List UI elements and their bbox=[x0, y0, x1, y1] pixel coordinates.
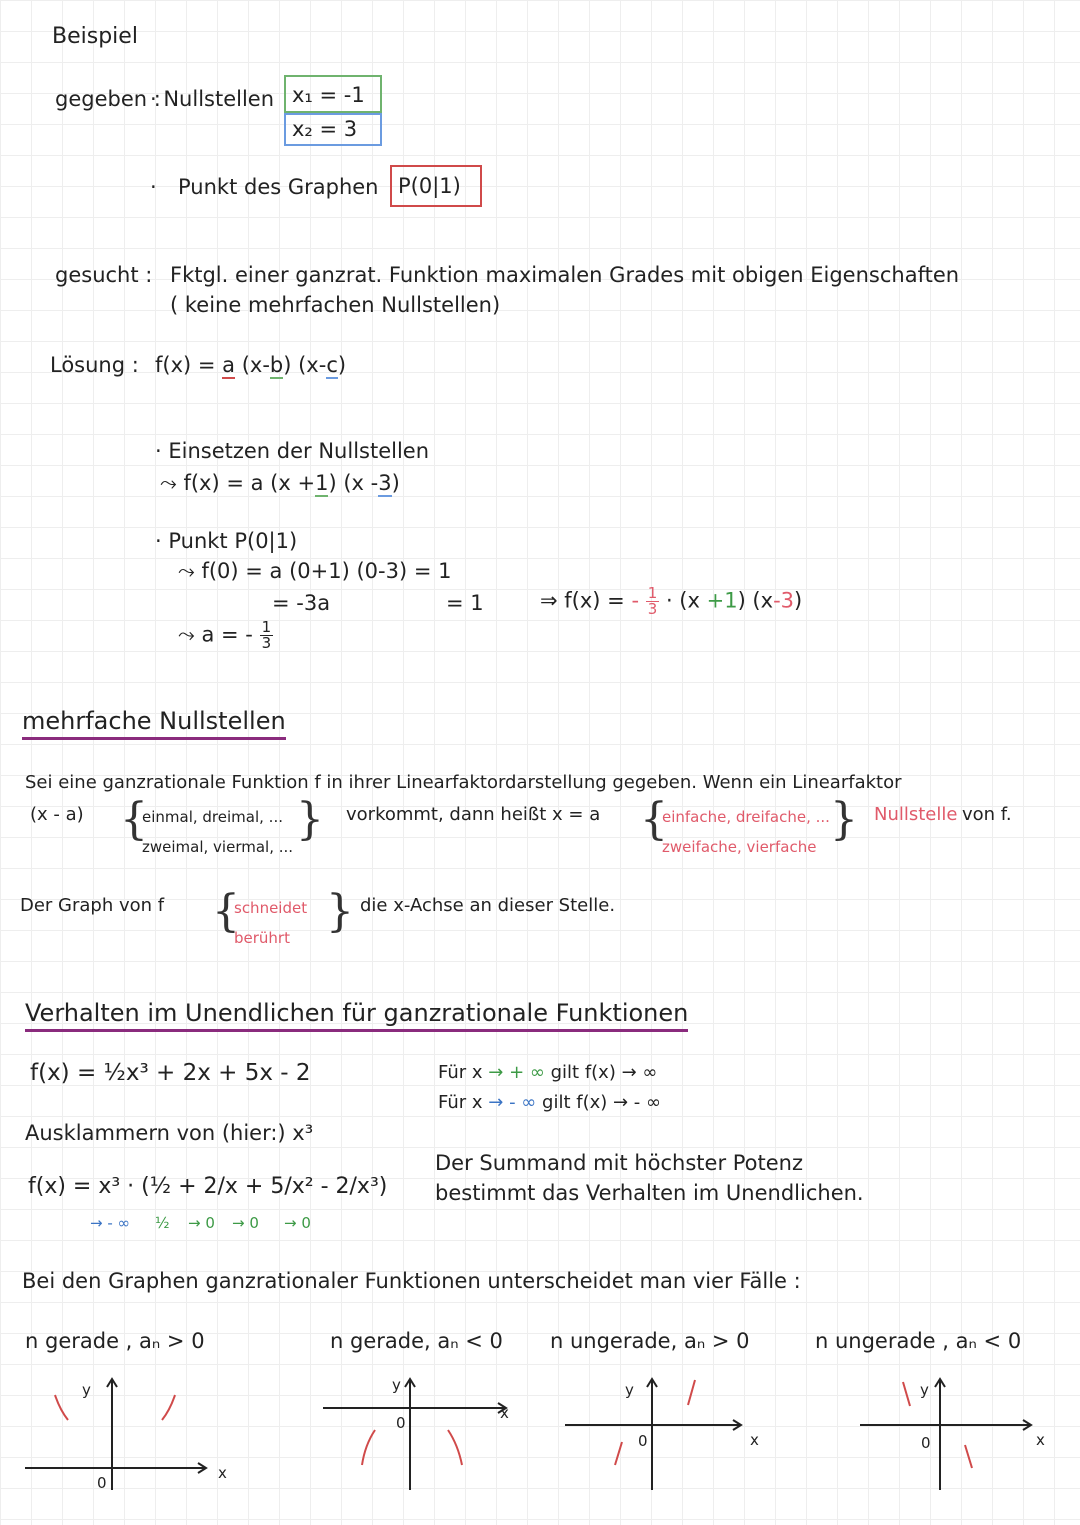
graph1-y: y bbox=[82, 1381, 91, 1399]
step2-line2: = -3a bbox=[272, 591, 331, 615]
roots-label: · Nullstellen bbox=[150, 87, 275, 111]
root-of: Nullstelle bbox=[874, 804, 958, 825]
point: P(0|1) bbox=[398, 174, 461, 198]
solution-formula: f(x) = a (x-b) (x-c) bbox=[155, 353, 347, 377]
result-formula: ⇒ f(x) = - $\frac{1}{3}$ · (x +1) (x-3) bbox=[540, 584, 803, 618]
graph-prefix: Der Graph von f bbox=[20, 895, 165, 916]
step2-title: · Punkt P(0|1) bbox=[155, 529, 298, 553]
brace-open-1: { bbox=[120, 794, 148, 845]
graph1-x: x bbox=[218, 1464, 227, 1482]
brace-close-3: } bbox=[326, 886, 354, 937]
case-label-2: n gerade, aₙ < 0 bbox=[330, 1329, 503, 1353]
root1: x₁ = -1 bbox=[292, 83, 365, 107]
graph-suffix: die x-Achse an dieser Stelle. bbox=[360, 895, 616, 916]
graph-case-2 bbox=[320, 1370, 520, 1495]
sought-label: gesucht : bbox=[55, 263, 153, 287]
root-odd: einfache, dreifache, ... bbox=[662, 808, 830, 826]
brace-close-2: } bbox=[830, 794, 858, 845]
sought-line2: ( keine mehrfachen Nullstellen) bbox=[170, 293, 501, 317]
factor-out: Ausklammern von (hier:) x³ bbox=[25, 1121, 314, 1145]
example-function: f(x) = ½x³ + 2x + 5x - 2 bbox=[30, 1060, 311, 1086]
graph-case-1 bbox=[20, 1370, 240, 1495]
point-dot: · bbox=[150, 175, 157, 199]
solution-label: Lösung : bbox=[50, 353, 139, 377]
brace-close-1: } bbox=[296, 794, 324, 845]
factored-function: f(x) = x³ · (½ + 2/x + 5/x² - 2/x³) bbox=[28, 1174, 388, 1199]
graph4-x: x bbox=[1036, 1431, 1045, 1449]
step2-line1: ⤳ f(0) = a (0+1) (0-3) = 1 bbox=[178, 559, 452, 583]
step1-title: · Einsetzen der Nullstellen bbox=[155, 439, 430, 463]
case-label-4: n ungerade , aₙ < 0 bbox=[815, 1329, 1022, 1353]
times-odd: einmal, dreimal, ... bbox=[142, 808, 283, 826]
step2-line3: ⤳ a = - $\frac{1}{3}$ bbox=[178, 618, 272, 652]
sought-line1: Fktgl. einer ganzrat. Funktion maximalen Grades mit obigen Eigenschaften bbox=[170, 263, 960, 287]
case-plus-infinity: Für x → + ∞ gilt f(x) → ∞ bbox=[438, 1062, 658, 1083]
page-title: Beispiel bbox=[52, 24, 138, 49]
rule-line1: Der Summand mit höchster Potenz bbox=[435, 1151, 804, 1175]
multiple-roots-sentence: Sei eine ganzrationale Funktion f in ihrer Linearfaktordarstellung gegeben. Wenn ein Linearfaktor bbox=[25, 772, 902, 793]
times-even: zweimal, viermal, ... bbox=[142, 838, 294, 856]
touches: berührt bbox=[234, 929, 290, 947]
graph1-o: 0 bbox=[97, 1474, 107, 1492]
graph-case-3 bbox=[560, 1370, 770, 1495]
rule-line2: bestimmt das Verhalten im Unendlichen. bbox=[435, 1181, 864, 1205]
graph4-y: y bbox=[920, 1381, 929, 1399]
graph4-o: 0 bbox=[921, 1434, 931, 1452]
brace-open-2: { bbox=[640, 794, 668, 845]
step2-line2-rhs: = 1 bbox=[446, 591, 484, 615]
graph2-x: x bbox=[500, 1404, 509, 1422]
root-even: zweifache, vierfache bbox=[662, 838, 817, 856]
given-label: gegeben : bbox=[55, 87, 161, 111]
note-zero-1: → 0 bbox=[188, 1214, 215, 1232]
note-zero-3: → 0 bbox=[284, 1214, 311, 1232]
note-x3: → - ∞ bbox=[90, 1214, 131, 1232]
graph2-y: y bbox=[392, 1376, 401, 1394]
graph3-x: x bbox=[750, 1431, 759, 1449]
multiple-roots-heading: mehrfache Nullstellen bbox=[22, 706, 286, 736]
infinity-heading: Verhalten im Unendlichen für ganzrationale Funktionen bbox=[25, 998, 688, 1028]
graph3-o: 0 bbox=[638, 1432, 648, 1450]
note-zero-2: → 0 bbox=[232, 1214, 259, 1232]
root2: x₂ = 3 bbox=[292, 117, 358, 141]
graph-case-4 bbox=[855, 1370, 1055, 1495]
point-label: Punkt des Graphen bbox=[178, 175, 379, 199]
von-f: von f. bbox=[962, 804, 1012, 825]
brace-open-3: { bbox=[212, 886, 240, 937]
graph3-y: y bbox=[625, 1381, 634, 1399]
graph2-o: 0 bbox=[396, 1414, 406, 1432]
cuts: schneidet bbox=[234, 899, 308, 917]
middle-text: vorkommt, dann heißt x = a bbox=[346, 804, 601, 825]
cases-intro: Bei den Graphen ganzrationaler Funktionen unterscheidet man vier Fälle : bbox=[22, 1269, 801, 1293]
case-label-1: n gerade , aₙ > 0 bbox=[25, 1329, 205, 1353]
linear-factor: (x - a) bbox=[30, 804, 84, 825]
case-label-3: n ungerade, aₙ > 0 bbox=[550, 1329, 750, 1353]
case-minus-infinity: Für x → - ∞ gilt f(x) → - ∞ bbox=[438, 1092, 661, 1113]
note-half: ½ bbox=[155, 1214, 170, 1232]
step1-formula: ⤳ f(x) = a (x +1) (x -3) bbox=[160, 471, 400, 495]
